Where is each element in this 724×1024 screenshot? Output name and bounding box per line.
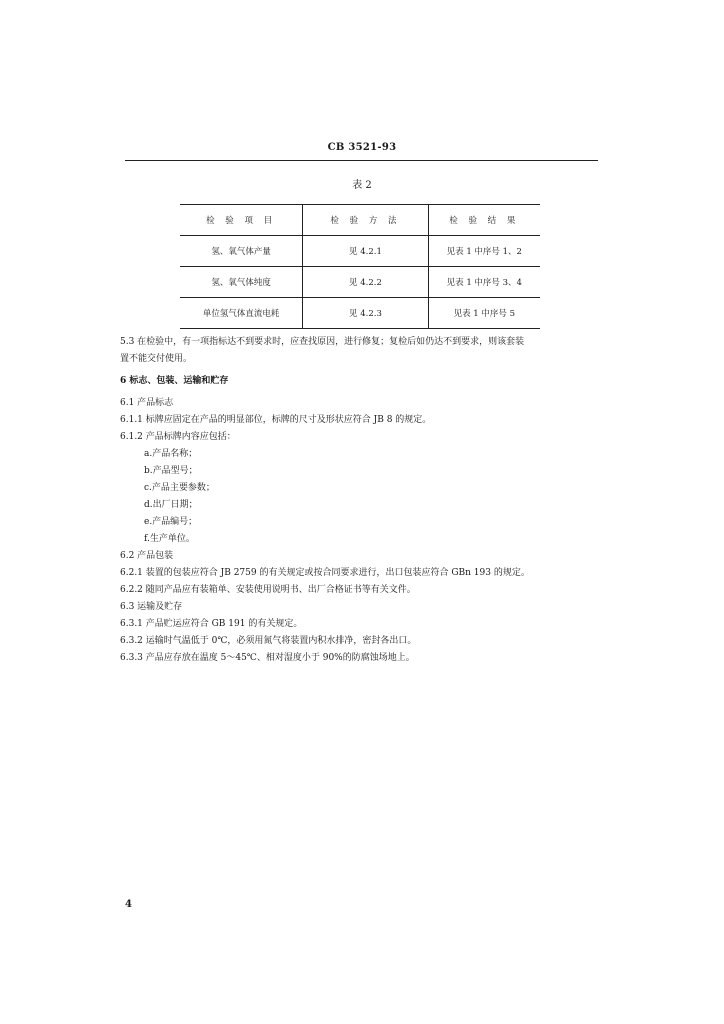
list-item: a.产品名称； — [144, 449, 198, 459]
cell-method: 见 4.2.3 — [303, 298, 428, 329]
clause-6-2-1: 6.2.1 装置的包装应符合 JB 2759 的有关规定或按合同要求进行，出口包装应符合 GBn 193 的规定。 — [120, 568, 530, 578]
clause-6-1: 6.1 产品标志 — [120, 398, 174, 408]
column-header-item: 检 验 项 目 — [206, 216, 277, 226]
clause-6-3-1: 6.3.1 产品贮运应符合 GB 191 的有关规定。 — [120, 619, 303, 629]
body-text — [120, 334, 600, 667]
clause-6-3: 6.3 运输及贮存 — [120, 602, 183, 612]
cell-result: 见表 1 中序号 1、2 — [428, 236, 540, 267]
table-row — [180, 298, 540, 329]
cell-item: 氢、氧气体产量 — [211, 247, 271, 257]
list-item: b.产品型号； — [144, 466, 198, 476]
column-header-result: 检 验 结 果 — [428, 205, 540, 236]
list-item: f.生产单位。 — [144, 534, 195, 544]
column-header-method: 检 验 方 法 — [303, 205, 428, 236]
clause-5-3-cont: 置不能交付使用。 — [120, 354, 193, 364]
page-number: 4 — [125, 899, 132, 910]
cell-item: 单位氢气体直流电耗 — [202, 309, 280, 319]
clause-6-3-2: 6.3.2 运输时气温低于 0℃，必须用氮气将装置内积水排净，密封各出口。 — [120, 636, 417, 646]
cell-item: 氢、氧气体纯度 — [211, 278, 271, 288]
list-item: e.产品编号； — [144, 517, 198, 527]
clause-6-3-3: 6.3.3 产品应存放在温度 5～45℃、相对湿度小于 90%的防腐蚀场地上。 — [120, 653, 415, 663]
clause-6-2: 6.2 产品包装 — [120, 551, 174, 561]
cell-result: 见表 1 中序号 3、4 — [428, 267, 540, 298]
table-row — [180, 236, 540, 267]
clause-6-2-2: 6.2.2 随同产品应有装箱单、安装使用说明书、出厂合格证书等有关文件。 — [120, 585, 416, 595]
table-row — [180, 267, 540, 298]
cell-result: 见表 1 中序号 5 — [428, 298, 540, 329]
standard-code: CB 3521-93 — [327, 142, 397, 153]
clause-6-1-1: 6.1.1 标牌应固定在产品的明显部位，标牌的尺寸及形状应符合 JB 8 的规定。 — [120, 415, 432, 425]
list-item: c.产品主要参数； — [144, 483, 215, 493]
table-caption: 表 2 — [352, 180, 372, 191]
clause-6-1-2: 6.1.2 产品标牌内容应包括： — [120, 432, 236, 442]
table-header-row — [180, 205, 540, 236]
list-item: d.出厂日期； — [144, 500, 198, 510]
cell-method: 见 4.2.2 — [303, 267, 428, 298]
header-rule — [125, 160, 598, 161]
clause-5-3: 5.3 在检验中，有一项指标达不到要求时，应查找原因，进行修复；复检后如仍达不到要求，则该套装 — [120, 337, 525, 347]
cell-method: 见 4.2.1 — [303, 236, 428, 267]
section-6-heading: 6 标志、包装、运输和贮存 — [120, 376, 229, 386]
inspection-table — [180, 204, 540, 329]
